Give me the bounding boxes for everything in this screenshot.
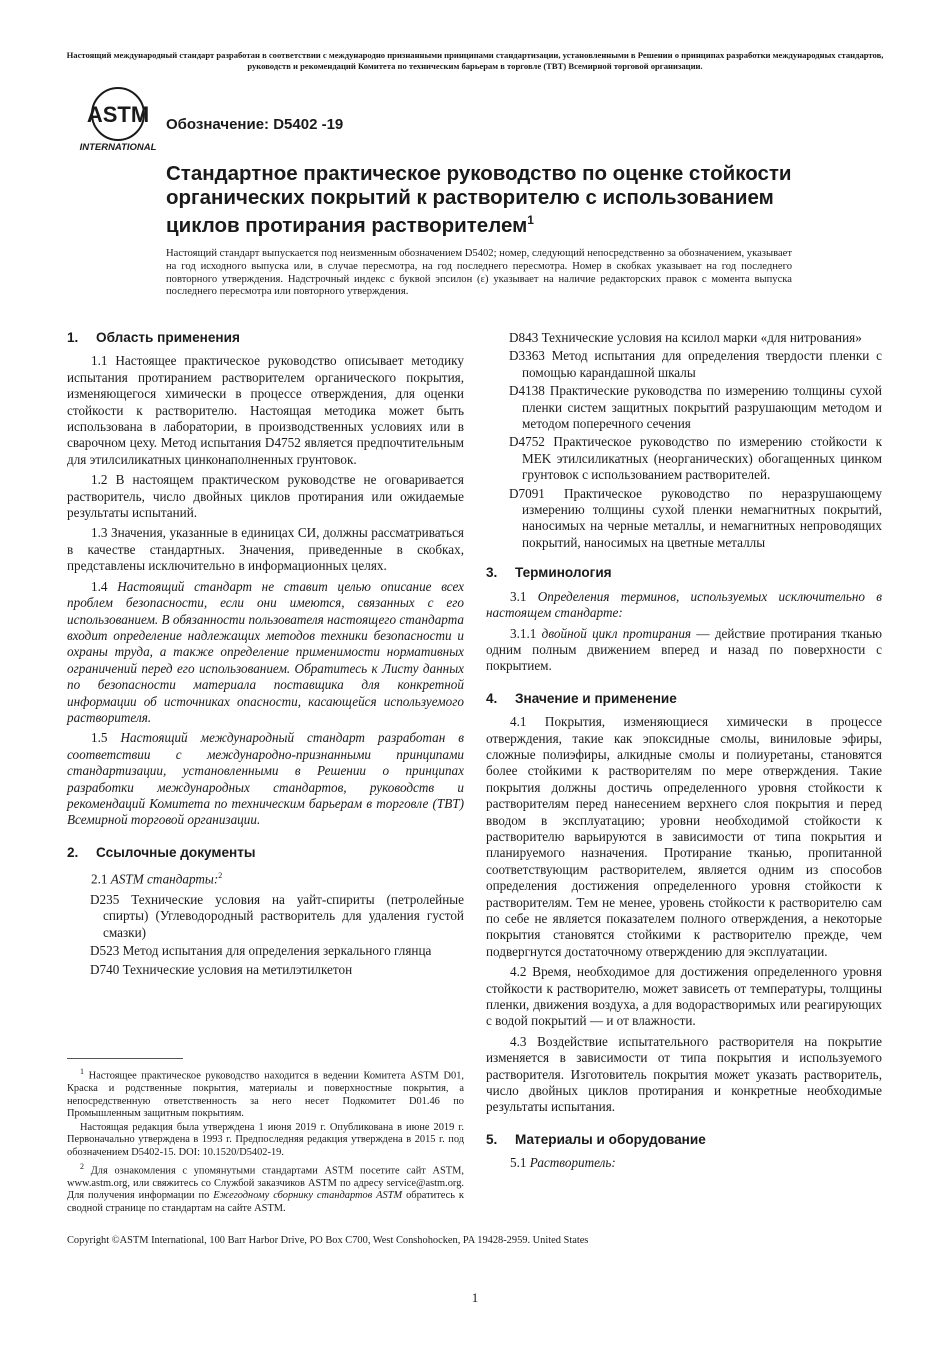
footnote-divider — [67, 1058, 183, 1059]
page-number: 1 — [471, 1290, 479, 1305]
paragraph-number: 2.1 — [91, 871, 111, 887]
paragraph-number: 1.4 — [91, 578, 118, 594]
footnote-text: Для ознакомления с упомянутыми стандартами ASTM посетите сайт ASTM, www.astm.org, или свяжитесь со Службой заказчиков ASTM по адресу service@astm.org. Для получения информации по — [67, 1165, 464, 1202]
paragraph-number: 3.1 — [510, 588, 538, 604]
section-3-heading — [486, 565, 882, 581]
paragraph-2-1 — [67, 868, 464, 888]
footnote-mark: 2 — [80, 1161, 84, 1171]
footnote-text: Настоящее практическое руководство находится в ведении Комитета ASTM D01, Краска и родственные покрытия, материалы и поверхностные покрытия, а непосредственную ответственность за него несет Подкомитет D01.46 по Промышленным защитным покрытиям. — [67, 1070, 464, 1120]
paragraph-1-5 — [67, 730, 464, 828]
reference-item: D843 Технические условия на ксилол марки «для нитрования» — [509, 330, 862, 345]
footnote-mark: 1 — [80, 1067, 84, 1076]
copyright: Copyright ©ASTM International, 100 Barr Harbor Drive, PO Box C700, West Conshohocken, PA 19428-2959. United States — [67, 1235, 589, 1246]
standard-notice: Настоящий международный стандарт разработан в соответствии с международно признанными принципами стандартизации, установленными в Решении о принципах разработки международных стандартов, руководств и рекомендаций Комитета по техническим барьерам в торговле (TBT) Всемирной торговой организации. — [66, 50, 884, 71]
logo-text: ASTM — [86, 102, 150, 127]
paragraph-text: — действие протирания тканью одним полным движением вперед и назад по поверхности с покрытием. — [486, 625, 883, 674]
paragraph-1-3: 1.3 Значения, указанные в единицах СИ, должны рассматриваться в качестве стандартных. Значения, приведенные в скобках, представлены исключительно в информационных целях. — [67, 525, 464, 574]
paragraph-1-1: 1.1 Настоящее практическое руководство описывает методику испытания протиранием растворителем органического покрытия, изменяющегося химически в процессе отверждения, для оценки стойкости к растворителю. Настоящая методика может быть использована в лаборатории, в производственных условиях или в сварочном цеху. Метод испытания D4752 является предпочтительным для этилсиликатных цинконаполненных грунтовок. — [67, 353, 464, 467]
paragraph-number: 3.1.1 — [510, 625, 542, 641]
footnote-italic: Ежегодному сборнику стандартов ASTM — [213, 1190, 403, 1202]
footnote-1b: Настоящая редакция была утверждена 1 июня 2019 г. Опубликована в июне 2019 г. Первоначально утверждена в 1993 г. Предпоследняя редакция утверждена в 2015 г. под обозначением D5402-15. DOI: 10.1520/D5402-19. — [67, 1121, 464, 1159]
section-title: Ссылочные документы — [96, 844, 256, 860]
paragraph-text: Определения терминов, используемых исключительно в настоящем стандарте: — [486, 588, 882, 621]
section-title: Значение и применение — [515, 690, 677, 706]
reference-item: D235 Технические условия на уайт-спириты (петролейные спирты) (Углеводородный растворитель для удаления густой смазки) — [90, 891, 464, 940]
section-number: 3. — [486, 565, 498, 581]
defined-term: двойной цикл протирания — [541, 625, 692, 641]
reference-item: D523 Метод испытания для определения зеркального глянца — [90, 943, 432, 959]
section-number: 1. — [67, 330, 79, 345]
paragraph-text: Настоящий стандарт не ставит целью описание всех проблем безопасности, если они имеются, связанных с его использованием. В обязанности пользователя настоящего стандарта входит определение надлежащих методов техники безопасности и охраны труда, а также определение применимости нормативных ограничений перед его использованием. Обратитесь к Листу данных по безопасности материала поставщика для конкретной информации об источниках опасности, касающейся используемого растворителя. — [67, 578, 465, 725]
reference-item: D3363 Метод испытания для определения твердости пленки с помощью карандашной шкалы — [509, 348, 882, 380]
paragraph-number: 5.1 — [510, 1155, 530, 1171]
paragraph-number: 1.5 — [91, 730, 121, 746]
reference-item: D7091 Практическое руководство по неразрушающему измерению толщины сухой пленки немагнитных покрытий, наносимых на черные металлы, и немагнитных непроводящих покрытий, наносимых на цветные металлы — [509, 485, 882, 550]
paragraph-5-1 — [486, 1155, 882, 1171]
designation: Обозначение: D5402 -19 — [166, 116, 344, 133]
section-5-heading — [486, 1132, 882, 1148]
title-footnote-ref: 1 — [527, 213, 534, 227]
title-text: Стандартное практическое руководство по оценке стойкости органических покрытий к растворителю с использованием циклов протирания растворителем — [166, 162, 792, 237]
document-title — [166, 162, 826, 237]
section-1-heading — [67, 330, 464, 346]
paragraph-text: Настоящий международный стандарт разработан в соответствии с международно-признанными принципами стандартизации, установленными в Решении о принципах разработки международных стандартов, руководств и рекомендаций Комитета по техническим барьерам в торговле (TBT) Всемирной торговой организации. — [67, 730, 464, 828]
section-2-heading — [67, 845, 464, 861]
paragraph-3-1 — [486, 589, 882, 622]
section-number: 4. — [486, 690, 498, 706]
reference-item: D740 Технические условия на метилэтилкетон — [90, 961, 353, 977]
paragraph-text: Растворитель: — [529, 1155, 616, 1171]
section-number: 5. — [486, 1131, 498, 1147]
paragraph-text: ASTM стандарты: — [110, 871, 219, 887]
paragraph-1-2: 1.2 В настоящем практическом руководстве не оговаривается растворитель, число двойных циклов протирания или ожидаемые результаты испытаний. — [67, 472, 464, 521]
section-number: 2. — [67, 844, 79, 860]
astm-logo — [76, 86, 160, 154]
reference-item: D4138 Практические руководства по измерению толщины сухой пленки систем защитных покрытий разрушающим методом и методом поперечного сечения — [509, 383, 882, 432]
paragraph-1-4 — [67, 579, 464, 727]
paragraph-3-1-1 — [486, 626, 882, 675]
section-title: Терминология — [515, 565, 612, 581]
footnote-ref: 2 — [218, 871, 223, 881]
paragraph-4-2: 4.2 Время, необходимое для достижения определенного уровня стойкости к растворителю, может зависеть от температуры, толщины пленки, движения воздуха, а для водорастворимых или реагирующих с водой покрытий — и от влажности. — [486, 964, 882, 1029]
left-column — [67, 330, 464, 980]
section-4-heading — [486, 691, 882, 707]
section-title: Материалы и оборудование — [515, 1131, 706, 1147]
paragraph-4-1: 4.1 Покрытия, изменяющиеся химически в процессе отверждения, такие как эпоксидные смолы, виниловые эфиры, сложные полиэфиры, алкидные смолы и полиуретаны, становятся более стойкими к растворителям по мере отверждения. Такие покрытия должны достичь определенного уровня стойкости к растворителям перед нанесением верхнего слоя покрытия и перед вводом в эксплуатацию; уровни необходимой стойкости к растворителю варьируются в зависимости от типа покрытия и планируемого назначения. Протирание тканью, пропитанной соответствующим растворителем, является одним из способов определения достижения определенного уровня стойкости к растворителям. Тем не менее, уровень стойкости к растворителю сам по себе не является показателем полного отверждения, а некоторые покрытия становятся стойкими к растворителю прежде, чем подвергнутся достаточному отверждению для эксплуатации. — [486, 714, 882, 959]
logo-subtext: INTERNATIONAL — [79, 142, 157, 153]
footnote-text-end: обратитесь к сводной странице по стандартам на сайте ASTM. — [67, 1190, 464, 1214]
footnote-1 — [67, 1066, 464, 1121]
section-title: Область применения — [96, 330, 240, 345]
issued-note: Настоящий стандарт выпускается под неизменным обозначением D5402; номер, следующий непосредственно за обозначением, указывает на год исходного выпуска или, в случае пересмотра, на год последнего пересмотра. Номер в скобках указывает на год последнего повторного утверждения. Надстрочный индекс с буквой эпсилон (ε) указывает на наличие редакторских правок с момента выпуска последнего пересмотра или повторного утверждения. — [166, 248, 792, 298]
paragraph-4-3: 4.3 Воздействие испытательного растворителя на покрытие изменяется в зависимости от типа покрытия и используемого растворителя. Изготовитель покрытия может указать растворитель, число двойных циклов протирания и конкретные необходимые результаты испытания. — [486, 1033, 882, 1115]
footnotes — [67, 1066, 464, 1216]
reference-item: D4752 Практическое руководство по измерению стойкости к MEK этилсиликатных (неорганических) обогащенных цинком грунтовок с использованием растворителей. — [509, 434, 882, 483]
footnote-2 — [67, 1161, 464, 1216]
right-column — [486, 330, 882, 1176]
